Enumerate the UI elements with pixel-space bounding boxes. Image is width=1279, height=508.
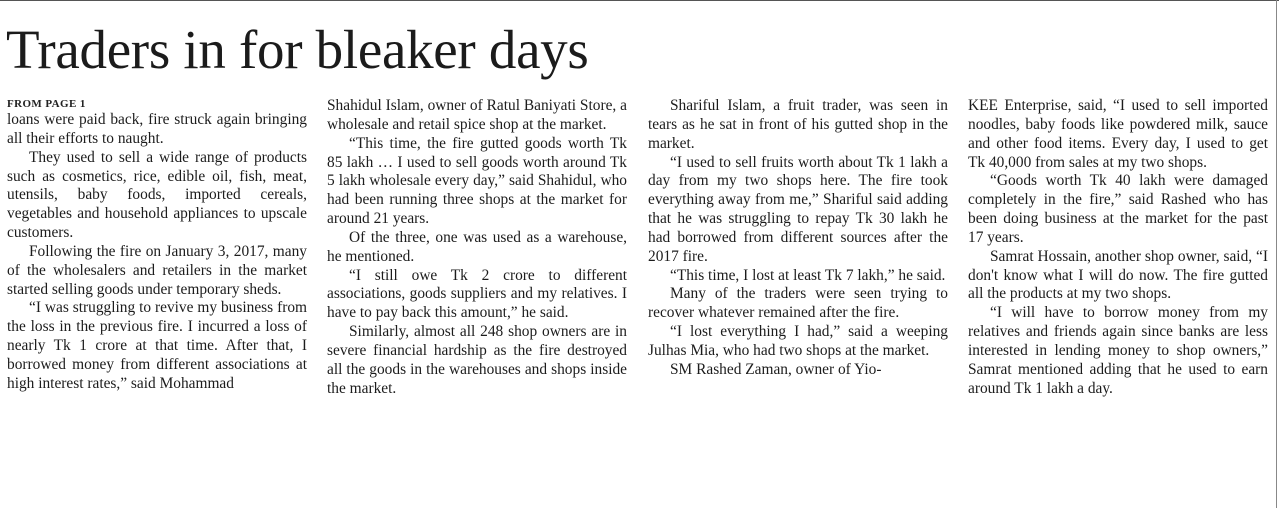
paragraph: Shahidul Islam, owner of Ratul Baniyati Store, a wholesale and retail spice shop at the market. [327,97,627,133]
paragraph: “I was struggling to revive my business from the loss in the previous fire. I incurred a loss of nearly Tk 1 crore at that time. After that, I borrowed money from different associations at high interest rates,” said Mohammad [7,299,307,392]
continuation-kicker: FROM PAGE 1 [7,98,86,110]
paragraph: “I lost everything I had,” said a weeping Julhas Mia, who had two shops at the market. [648,323,948,359]
top-rule [0,0,1279,1]
paragraph: “This time, the fire gutted goods worth Tk 85 lakh … I used to sell goods worth around Tk 5 lakh wholesale every day,” said Shahidul, who had been running three shops at the market for around 21 years. [327,134,627,228]
article-column-2 [327,97,627,399]
article-column-3 [648,97,948,380]
paragraph: Samrat Hossain, another shop owner, said, “I don't know what I will do now. The fire gutted all the products at my two shops. [968,247,1268,303]
paragraph: “I used to sell fruits worth about Tk 1 lakh a day from my two shops here. The fire took everything away from me,” Shariful said adding that he was struggling to repay Tk 30 lakh he had borrowed from different sources after the 2017 fire. [648,153,948,265]
paragraph: KEE Enterprise, said, “I used to sell imported noodles, baby foods like powdered milk, sauce and other food items. Every day, I used to get Tk 40,000 from sales at my two shops. [968,97,1268,171]
paragraph: Of the three, one was used as a warehouse, he mentioned. [327,228,627,265]
paragraph: Similarly, almost all 248 shop owners are in severe financial hardship as the fire destroyed all the goods in the warehouses and shops inside the market. [327,323,627,397]
article-column-4 [968,97,1268,399]
paragraph: “This time, I lost at least Tk 7 lakh,” he said. [670,266,946,284]
article-column-1 [7,97,307,394]
paragraph: SM Rashed Zaman, owner of Yio- [670,360,882,378]
paragraph: “Goods worth Tk 40 lakh were damaged completely in the fire,” said Rashed who has been doing business at the market for the past 17 years. [968,172,1268,246]
headline: Traders in for bleaker days [6,19,589,80]
right-rule [1276,0,1277,508]
paragraph: Following the fire on January 3, 2017, many of the wholesalers and retailers in the market started selling goods under temporary sheds. [7,242,307,298]
paragraph: They used to sell a wide range of products such as cosmetics, rice, edible oil, fish, meat, utensils, baby foods, imported cereals, vegetables and household appliances to upscale customers. [7,148,307,242]
paragraph: Many of the traders were seen trying to recover whatever remained after the fire. [648,285,948,322]
paragraph: “I will have to borrow money from my relatives and friends again since banks are less interested in lending money to shop owners,” Samrat mentioned adding that he used to earn around Tk 1 lakh a day. [968,304,1268,397]
paragraph: loans were paid back, fire struck again bringing all their efforts to naught. [7,111,307,147]
paragraph: “I still owe Tk 2 crore to different associations, goods suppliers and my relatives. I have to pay back this amount,” he said. [327,266,627,322]
paragraph: Shariful Islam, a fruit trader, was seen in tears as he sat in front of his gutted shop in the market. [648,97,948,152]
